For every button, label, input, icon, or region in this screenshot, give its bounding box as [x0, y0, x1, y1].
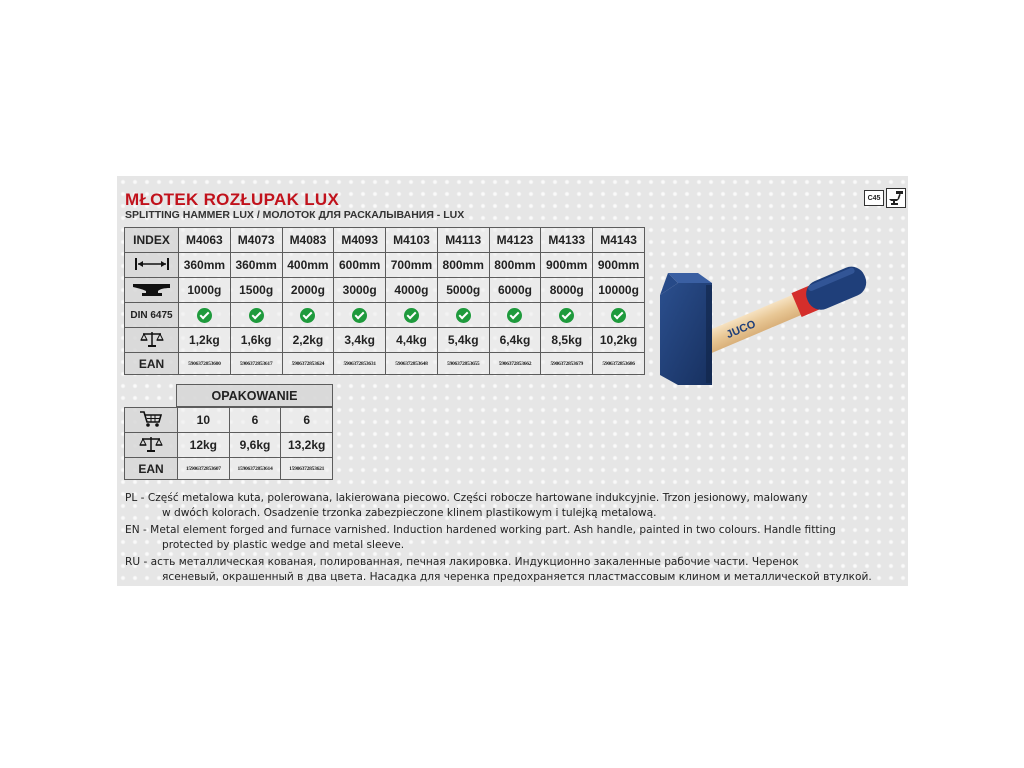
length-row — [125, 253, 645, 278]
description-en: EN - Metal element forged and furnace varnished. Induction hardened working part. Ash handle, painted in two colours. Handle fitting protected by plastic wedge and metal sleeve. — [125, 524, 836, 551]
svg-text:JUCO: JUCO — [724, 318, 758, 342]
length-cell: 400mm — [282, 253, 334, 278]
head-weight-row — [125, 278, 645, 303]
total-weight-cell: 3,4kg — [334, 328, 386, 353]
hammer-head — [660, 273, 712, 385]
length-cell: 900mm — [541, 253, 593, 278]
description-pl: PL - Część metalowa kuta, polerowana, lakierowana piecowo. Części robocze hartowane indukcyjnie. Trzon jesionowy, malowany w dwóch kolorach. Osadzenie trzonka zabezpieczone klinem plastikowym i tulejką metalową. — [125, 492, 808, 519]
total-weight-row — [125, 328, 645, 353]
material-badge: C45 — [864, 190, 884, 206]
ean-cell: 5906372853631 — [334, 353, 386, 375]
ean-cell: 5906372853617 — [230, 353, 282, 375]
check-icon — [197, 308, 212, 323]
din-check-cell — [386, 303, 438, 328]
din-check-cell — [179, 303, 231, 328]
head-weight-cell: 2000g — [282, 278, 334, 303]
check-icon — [611, 308, 626, 323]
anvil-hammer-icon — [886, 188, 906, 208]
index-cell: M4113 — [437, 228, 489, 253]
length-cell: 900mm — [593, 253, 645, 278]
din-check-cell — [489, 303, 541, 328]
length-cell: 360mm — [230, 253, 282, 278]
length-cell: 600mm — [334, 253, 386, 278]
ean-cell: 5906372853686 — [593, 353, 645, 375]
length-arrow-icon — [132, 256, 172, 275]
din-label: DIN 6475 — [125, 303, 179, 328]
head-weight-cell: 6000g — [489, 278, 541, 303]
splitting-hammer-photo — [650, 225, 910, 399]
spec-table — [124, 227, 645, 375]
ean-cell: 5906372853655 — [437, 353, 489, 375]
total-weight-cell: 1,2kg — [179, 328, 231, 353]
total-weight-cell: 5,4kg — [437, 328, 489, 353]
head-weight-cell: 3000g — [334, 278, 386, 303]
head-weight-cell: 1000g — [179, 278, 231, 303]
index-row — [125, 228, 645, 253]
pack-qty-row — [125, 408, 333, 433]
check-icon — [507, 308, 522, 323]
index-cell: M4123 — [489, 228, 541, 253]
din-check-cell — [282, 303, 334, 328]
pack-ean-row — [125, 458, 333, 480]
index-cell: M4093 — [334, 228, 386, 253]
check-icon — [404, 308, 419, 323]
din-check-cell — [593, 303, 645, 328]
check-icon — [456, 308, 471, 323]
ean-cell: 5906372853624 — [282, 353, 334, 375]
head-weight-cell: 10000g — [593, 278, 645, 303]
pack-qty: 6 — [229, 408, 281, 433]
packaging-table — [124, 407, 333, 480]
din-check-cell — [230, 303, 282, 328]
ean-row — [125, 353, 645, 375]
check-icon — [352, 308, 367, 323]
check-icon — [300, 308, 315, 323]
anvil-icon — [130, 281, 174, 300]
pack-qty: 6 — [281, 408, 333, 433]
product-description — [125, 491, 905, 587]
total-weight-cell: 1,6kg — [230, 328, 282, 353]
pack-weight-row — [125, 433, 333, 458]
index-cell: M4083 — [282, 228, 334, 253]
product-subtitle: SPLITTING HAMMER LUX / МОЛОТОК ДЛЯ РАСКАЛЫВАНИЯ - LUX — [125, 209, 465, 221]
total-weight-cell: 6,4kg — [489, 328, 541, 353]
pack-ean: 15906372853607 — [178, 458, 230, 480]
pack-ean: 15906372853621 — [281, 458, 333, 480]
head-weight-cell: 5000g — [437, 278, 489, 303]
din-check-cell — [437, 303, 489, 328]
product-title: MŁOTEK ROZŁUPAK LUX — [125, 190, 340, 209]
length-cell: 800mm — [437, 253, 489, 278]
ean-cell: 5906372853662 — [489, 353, 541, 375]
total-weight-cell: 4,4kg — [386, 328, 438, 353]
check-icon — [249, 308, 264, 323]
packaging-title: OPAKOWANIE — [176, 384, 333, 407]
description-ru: RU - асть металлическая кованая, полированная, печная лакировка. Индукционно закаленные рабочие части. Черенок ясеневый, окрашенный в два цвета. Насадка для черенка предохраняется пластмассовым клином и металлической втулкой. — [125, 556, 872, 583]
hammer-handle — [691, 262, 870, 361]
pack-ean-label: EAN — [125, 458, 178, 480]
din-check-cell — [334, 303, 386, 328]
scale-icon — [140, 330, 164, 351]
head-weight-cell: 1500g — [230, 278, 282, 303]
head-weight-cell: 8000g — [541, 278, 593, 303]
head-weight-cell: 4000g — [386, 278, 438, 303]
length-cell: 360mm — [179, 253, 231, 278]
ean-cell: 5906372853600 — [179, 353, 231, 375]
scale-icon — [139, 435, 163, 456]
pack-weight: 12kg — [178, 433, 230, 458]
ean-cell: 5906372853648 — [386, 353, 438, 375]
length-cell: 800mm — [489, 253, 541, 278]
din-row — [125, 303, 645, 328]
pack-weight: 13,2kg — [281, 433, 333, 458]
length-cell: 700mm — [386, 253, 438, 278]
total-weight-cell: 8,5kg — [541, 328, 593, 353]
index-cell: M4133 — [541, 228, 593, 253]
index-cell: M4103 — [386, 228, 438, 253]
ean-cell: 5906372853679 — [541, 353, 593, 375]
index-cell: M4063 — [179, 228, 231, 253]
pack-weight: 9,6kg — [229, 433, 281, 458]
cart-icon — [139, 410, 163, 431]
check-icon — [559, 308, 574, 323]
din-check-cell — [541, 303, 593, 328]
pack-qty: 10 — [178, 408, 230, 433]
index-label: INDEX — [125, 228, 179, 253]
index-cell: M4073 — [230, 228, 282, 253]
ean-label: EAN — [125, 353, 179, 375]
total-weight-cell: 2,2kg — [282, 328, 334, 353]
pack-ean: 15906372853614 — [229, 458, 281, 480]
total-weight-cell: 10,2kg — [593, 328, 645, 353]
index-cell: M4143 — [593, 228, 645, 253]
